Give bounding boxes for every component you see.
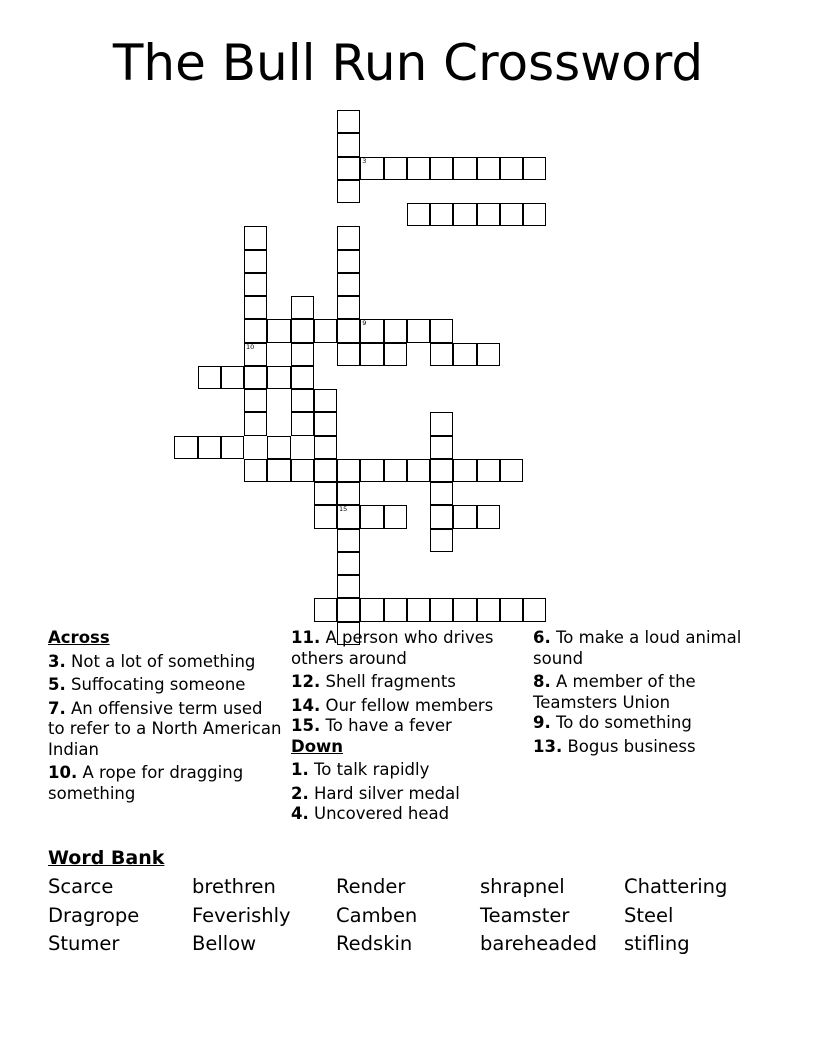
grid-cell[interactable] bbox=[337, 180, 360, 203]
grid-cell[interactable] bbox=[477, 505, 500, 528]
grid-cell[interactable] bbox=[244, 459, 267, 482]
word-bank-word: shrapnel bbox=[480, 875, 565, 898]
grid-cell[interactable] bbox=[360, 505, 383, 528]
grid-cell[interactable] bbox=[384, 319, 407, 342]
clue-down-8[interactable]: 8. A member of the Teamsters Union bbox=[533, 672, 696, 712]
grid-cell[interactable] bbox=[453, 505, 476, 528]
grid-cell[interactable] bbox=[337, 459, 360, 482]
grid-cell[interactable] bbox=[337, 226, 360, 249]
clue-down-9[interactable]: 9. To do something bbox=[533, 713, 692, 732]
grid-cell[interactable] bbox=[291, 412, 314, 435]
word-bank-word: Stumer bbox=[48, 932, 120, 955]
grid-cell[interactable] bbox=[198, 366, 221, 389]
word-bank bbox=[48, 873, 788, 959]
grid-cell[interactable] bbox=[291, 343, 314, 366]
word-bank-word: Dragrope bbox=[48, 903, 140, 927]
grid-cell[interactable] bbox=[384, 598, 407, 621]
word-bank-word: Scarce bbox=[48, 875, 114, 898]
grid-cell[interactable] bbox=[477, 343, 500, 366]
grid-cell[interactable] bbox=[174, 436, 197, 459]
word-bank-word: Redskin bbox=[336, 932, 413, 955]
grid-cell[interactable] bbox=[337, 157, 360, 180]
grid-cell[interactable] bbox=[430, 203, 453, 226]
clues-column-1 bbox=[48, 628, 284, 807]
grid-cell[interactable] bbox=[430, 157, 453, 180]
grid-cell[interactable] bbox=[430, 319, 453, 342]
clue-across-11[interactable]: 11. A person who drives others around bbox=[291, 628, 494, 668]
grid-cell[interactable] bbox=[360, 157, 383, 180]
clues-column-3 bbox=[533, 628, 769, 760]
clue-down-6[interactable]: 6. To make a loud animal sound bbox=[533, 628, 742, 668]
clue-down-1[interactable]: 1. To talk rapidly bbox=[291, 760, 430, 779]
grid-cell[interactable] bbox=[477, 203, 500, 226]
word-bank-word: Teamster bbox=[480, 903, 570, 927]
grid-cell-number: 10 bbox=[246, 342, 255, 351]
clue-down-2[interactable]: 2. Hard silver medal bbox=[291, 783, 460, 803]
grid-cell[interactable] bbox=[198, 436, 221, 459]
grid-cell[interactable] bbox=[477, 598, 500, 621]
grid-cell[interactable] bbox=[407, 319, 430, 342]
clue-across-10[interactable]: 10. A rope for dragging something bbox=[48, 763, 244, 803]
grid-cell-number: 9 bbox=[362, 319, 367, 328]
word-bank-word: Chattering bbox=[624, 875, 728, 898]
grid-cell[interactable] bbox=[477, 157, 500, 180]
grid-cell[interactable] bbox=[244, 226, 267, 249]
grid-cell[interactable] bbox=[523, 598, 546, 621]
grid-cell[interactable] bbox=[244, 296, 267, 319]
grid-cell[interactable] bbox=[221, 366, 244, 389]
grid-cell[interactable] bbox=[384, 505, 407, 528]
grid-cell[interactable] bbox=[267, 319, 290, 342]
grid-cell[interactable] bbox=[337, 552, 360, 575]
grid-cell[interactable] bbox=[244, 412, 267, 435]
grid-cell[interactable] bbox=[267, 366, 290, 389]
grid-cell[interactable] bbox=[337, 505, 360, 528]
word-bank-title: Word Bank bbox=[48, 847, 165, 869]
grid-cell[interactable] bbox=[221, 436, 244, 459]
grid-cell[interactable] bbox=[291, 459, 314, 482]
page-title: The Bull Run Crossword bbox=[112, 34, 704, 92]
word-bank-word: Camben bbox=[336, 903, 418, 927]
word-bank-word: Feverishly bbox=[192, 903, 291, 927]
clues-column-2 bbox=[291, 628, 527, 828]
grid-cell[interactable] bbox=[407, 203, 430, 226]
grid-cell[interactable] bbox=[430, 482, 453, 505]
grid-cell[interactable] bbox=[337, 343, 360, 366]
grid-cell[interactable] bbox=[314, 412, 337, 435]
grid-cell[interactable] bbox=[360, 459, 383, 482]
grid-cell[interactable] bbox=[430, 412, 453, 435]
grid-cell[interactable] bbox=[360, 343, 383, 366]
grid-cell[interactable] bbox=[430, 529, 453, 552]
grid-cell[interactable] bbox=[314, 389, 337, 412]
grid-cell[interactable] bbox=[337, 529, 360, 552]
grid-cell[interactable] bbox=[337, 482, 360, 505]
grid-cell[interactable] bbox=[430, 459, 453, 482]
word-bank-word: Steel bbox=[624, 903, 674, 927]
grid-cell[interactable] bbox=[244, 319, 267, 342]
grid-cell[interactable] bbox=[453, 459, 476, 482]
grid-cell[interactable] bbox=[430, 343, 453, 366]
grid-cell[interactable] bbox=[384, 157, 407, 180]
grid-cell[interactable] bbox=[267, 436, 290, 459]
grid-cell[interactable] bbox=[291, 296, 314, 319]
clue-across-15[interactable]: 15. To have a fever bbox=[291, 716, 452, 735]
grid-cell[interactable] bbox=[291, 389, 314, 412]
grid-cell[interactable] bbox=[244, 273, 267, 296]
word-bank-word: bareheaded bbox=[480, 932, 597, 955]
grid-cell[interactable] bbox=[360, 598, 383, 621]
grid-cell[interactable] bbox=[244, 366, 267, 389]
word-bank-word: Bellow bbox=[192, 932, 257, 955]
grid-cell[interactable] bbox=[453, 343, 476, 366]
grid-cell[interactable] bbox=[430, 505, 453, 528]
grid-cell[interactable] bbox=[337, 250, 360, 273]
grid-cell[interactable] bbox=[500, 598, 523, 621]
grid-cell[interactable] bbox=[314, 319, 337, 342]
clue-across-7[interactable]: 7. An offensive term used to refer to a North American Indian bbox=[48, 698, 282, 759]
grid-cell[interactable] bbox=[314, 436, 337, 459]
grid-cell[interactable] bbox=[453, 598, 476, 621]
grid-cell[interactable] bbox=[291, 319, 314, 342]
grid-cell[interactable] bbox=[384, 343, 407, 366]
grid-cell[interactable] bbox=[244, 343, 267, 366]
grid-cell[interactable] bbox=[314, 598, 337, 621]
grid-cell[interactable] bbox=[453, 203, 476, 226]
word-bank-word: brethren bbox=[192, 875, 276, 898]
grid-cell[interactable] bbox=[314, 505, 337, 528]
grid-cell[interactable] bbox=[500, 203, 523, 226]
grid-cell[interactable] bbox=[337, 575, 360, 598]
grid-cell[interactable] bbox=[360, 319, 383, 342]
grid-cell[interactable] bbox=[291, 366, 314, 389]
clue-down-13[interactable]: 13. Bogus business bbox=[533, 736, 696, 756]
grid-cell[interactable] bbox=[523, 157, 546, 180]
grid-cell[interactable] bbox=[267, 459, 290, 482]
grid-cell[interactable] bbox=[430, 436, 453, 459]
grid-cell[interactable] bbox=[337, 296, 360, 319]
down-header: Down bbox=[291, 736, 344, 756]
clue-down-4[interactable]: 4. Uncovered head bbox=[291, 804, 450, 823]
grid-cell[interactable] bbox=[407, 459, 430, 482]
grid-cell[interactable] bbox=[453, 157, 476, 180]
clue-across-12[interactable]: 12. Shell fragments bbox=[291, 672, 456, 691]
grid-cell[interactable] bbox=[337, 110, 360, 133]
word-bank-word: stifling bbox=[624, 932, 690, 955]
grid-cell-number: 3 bbox=[362, 156, 367, 165]
grid-cell[interactable] bbox=[314, 459, 337, 482]
grid-cell[interactable] bbox=[337, 598, 360, 621]
grid-cell[interactable] bbox=[477, 459, 500, 482]
grid-cell[interactable] bbox=[500, 459, 523, 482]
grid-cell[interactable] bbox=[523, 203, 546, 226]
grid-cell[interactable] bbox=[407, 157, 430, 180]
grid-cell[interactable] bbox=[314, 482, 337, 505]
across-header: Across bbox=[48, 628, 110, 647]
grid-cell[interactable] bbox=[244, 250, 267, 273]
grid-cell[interactable] bbox=[430, 598, 453, 621]
grid-cell[interactable] bbox=[500, 157, 523, 180]
grid-cell[interactable] bbox=[337, 133, 360, 156]
grid-cell[interactable] bbox=[407, 598, 430, 621]
clue-across-5[interactable]: 5. Suffocating someone bbox=[48, 675, 246, 694]
grid-cell-number: 15 bbox=[339, 505, 348, 514]
grid-cell[interactable] bbox=[337, 319, 360, 342]
clue-across-3[interactable]: 3. Not a lot of something bbox=[48, 651, 256, 671]
word-bank-word: Render bbox=[336, 875, 406, 898]
clue-across-14[interactable]: 14. Our fellow members bbox=[291, 695, 494, 715]
grid-cell[interactable] bbox=[384, 459, 407, 482]
grid-cell[interactable] bbox=[244, 389, 267, 412]
grid-cell[interactable] bbox=[337, 273, 360, 296]
